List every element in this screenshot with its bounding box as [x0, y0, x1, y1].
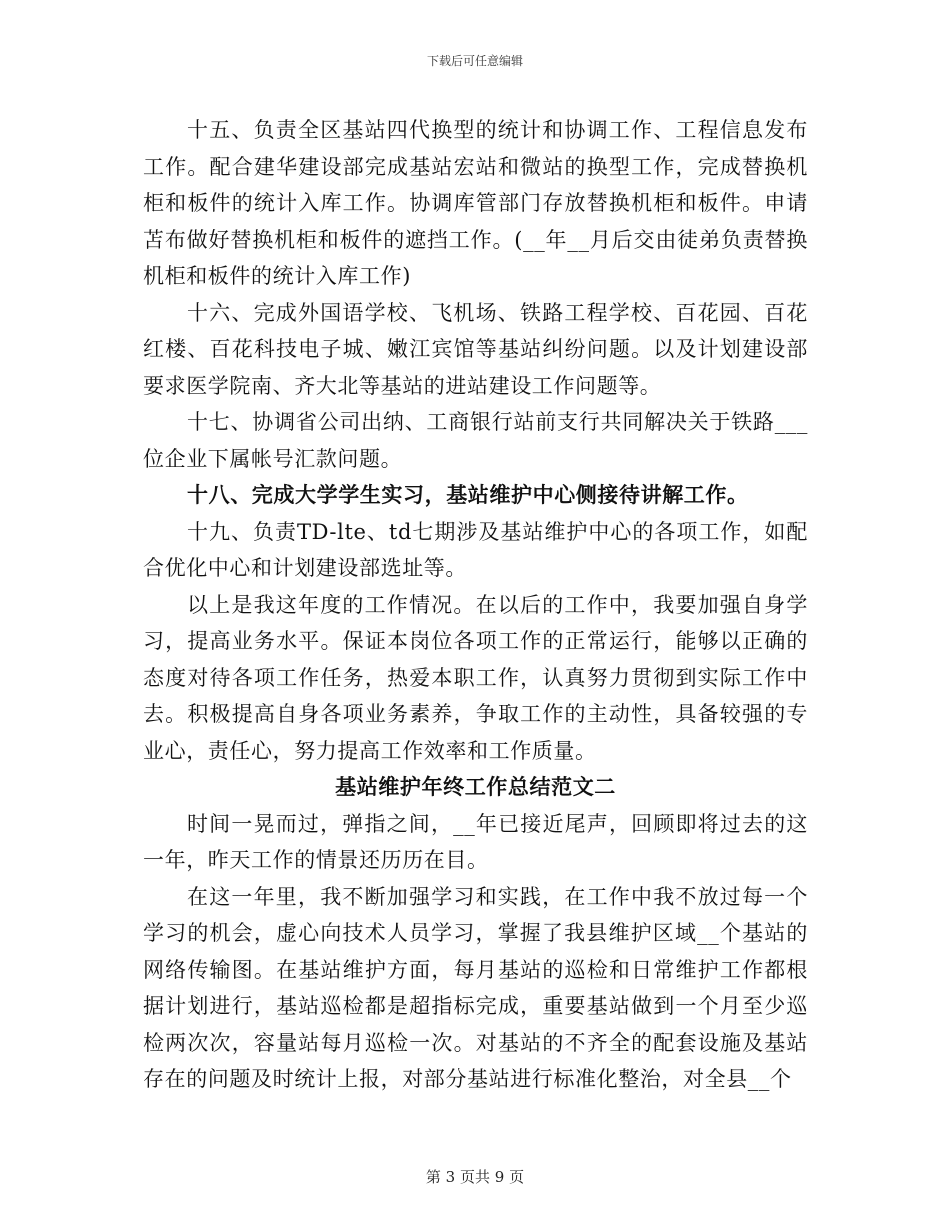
page-header: 下载后可任意编辑	[426, 54, 523, 68]
paragraph-19: 十九、负责TD-lte、td七期涉及基站维护中心的各项工作，如配合优化中心和计划建设部选址等。	[143, 519, 808, 580]
paragraph-17: 十七、协调省公司出纳、工商银行站前支行共同解决关于铁路___位企业下属帐号汇款问题。	[143, 410, 808, 471]
paragraph-15: 十五、负责全区基站四代换型的统计和协调工作、工程信息发布工作。配合建华建设部完成基站宏站和微站的换型工作，完成替换机柜和板件的统计入库工作。协调库管部门存放替换机柜和板件。申请苫布做好替换机柜和板件的遮挡工作。(__年__月后交由徒弟负责替换机柜和板件的统计入库工作)	[143, 118, 808, 288]
page-footer: 第 3 页共 9 页	[425, 1168, 525, 1186]
paragraph-18: 十八、完成大学学生实习，基站维护中心侧接待讲解工作。	[187, 482, 749, 507]
paragraph-year-work: 在这一年里，我不断加强学习和实践，在工作中我不放过每一个学习的机会，虚心向技术人员学习，掌握了我县维护区域__个基站的网络传输图。在基站维护方面，每月基站的巡检和日常维护工作都根据计划进行，基站巡检都是超指标完成，重要基站做到一个月至少巡检两次次，容量站每月巡检一次。对基站的不齐全的配套设施及基站存在的问题及时统计上报，对部分基站进行标准化整治，对全县__个	[143, 884, 808, 1091]
paragraph-summary: 以上是我这年度的工作情况。在以后的工作中，我要加强自身学习，提高业务水平。保证本岗位各项工作的正常运行，能够以正确的态度对待各项工作任务，热爱本职工作，认真努力贯彻到实际工作中去。积极提高自身各项业务素养，争取工作的主动性，具备较强的专业心，责任心，努力提高工作效率和工作质量。	[143, 592, 808, 763]
section-title: 基站维护年终工作总结范文二	[335, 774, 616, 799]
paragraph-16: 十六、完成外国语学校、飞机场、铁路工程学校、百花园、百花红楼、百花科技电子城、嫩江宾馆等基站纠纷问题。以及计划建设部要求医学院南、齐大北等基站的进站建设工作问题等。	[143, 300, 808, 398]
document-body	[143, 112, 808, 1098]
paragraph-intro: 时间一晃而过，弹指之间，__年已接近尾声，回顾即将过去的这一年，昨天工作的情景还历历在目。	[143, 811, 808, 872]
